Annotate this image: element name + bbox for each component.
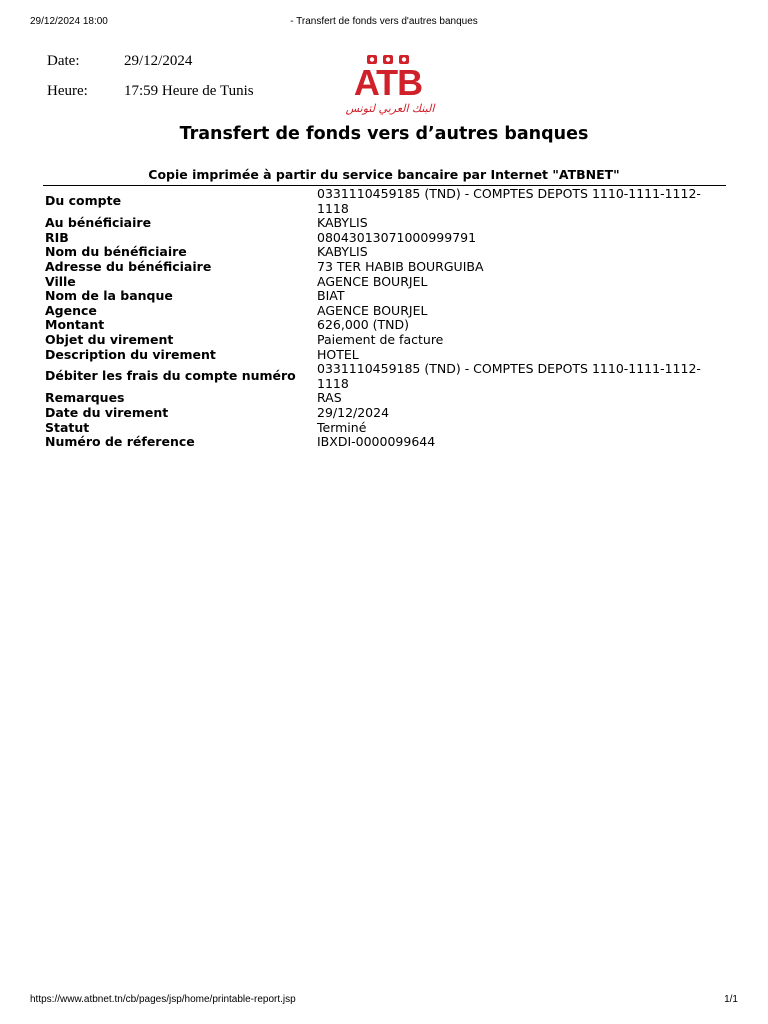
time-row [47, 83, 307, 113]
detail-value: KABYLIS [317, 215, 368, 231]
detail-label: Nom de la banque [45, 288, 173, 304]
detail-row-status [45, 421, 725, 436]
detail-label: Description du virement [45, 346, 216, 362]
detail-value: KABYLIS [317, 244, 368, 260]
detail-label: Débiter les frais du compte numéro [45, 368, 296, 384]
detail-label: Remarques [45, 390, 125, 406]
detail-row-remarks [45, 391, 725, 406]
detail-row-beneficiary-name [45, 245, 725, 260]
detail-value: Terminé [317, 419, 367, 435]
detail-label: Adresse du bénéficiaire [45, 258, 212, 274]
page-title: Transfert de fonds vers d’autres banques [179, 124, 589, 144]
transfer-details [45, 187, 725, 450]
detail-row-from-account [45, 187, 725, 216]
detail-value: Paiement de facture [317, 331, 444, 347]
detail-value: 08043013071000999791 [317, 229, 477, 245]
date-row [47, 53, 307, 83]
detail-label: RIB [45, 229, 69, 245]
detail-value: 73 TER HABIB BOURGUIBA [317, 258, 484, 274]
date-label: Date: [47, 53, 80, 69]
time-label: Heure: [47, 83, 88, 99]
detail-row-transfer-description [45, 348, 725, 363]
detail-value: BIAT [317, 288, 345, 304]
detail-label: Nom du bénéficiaire [45, 244, 187, 260]
detail-value: AGENCE BOURJEL [317, 302, 428, 318]
time-value: 17:59 Heure de Tunis [124, 83, 254, 99]
logo-arabic-text: البنك العربي لتونس [345, 102, 435, 115]
detail-value: RAS [317, 390, 342, 406]
detail-value: AGENCE BOURJEL [317, 273, 428, 289]
report-meta [47, 53, 307, 113]
detail-row-reference-number [45, 435, 725, 450]
detail-row-agency [45, 304, 725, 319]
detail-label: Montant [45, 317, 105, 333]
detail-label: Objet du virement [45, 331, 174, 347]
detail-label: Agence [45, 302, 97, 318]
detail-row-beneficiary [45, 216, 725, 231]
detail-value: 29/12/2024 [317, 404, 390, 420]
atb-logo [336, 52, 442, 118]
detail-value: HOTEL [317, 346, 359, 362]
detail-value: 0331110459185 (TND) - COMPTES DEPOTS 1110-1111-1112-1118 [317, 361, 701, 391]
detail-value: 0331110459185 (TND) - COMPTES DEPOTS 1110-1111-1112-1118 [317, 186, 701, 216]
detail-row-amount [45, 318, 725, 333]
logo-text: ATB [353, 62, 423, 103]
detail-row-fee-account [45, 362, 725, 391]
detail-row-bank-name [45, 289, 725, 304]
page-subtitle: Copie imprimée à partir du service bancaire par Internet "ATBNET" [148, 167, 620, 182]
detail-label: Ville [45, 273, 76, 289]
print-datetime: 29/12/2024 18:00 [30, 16, 108, 27]
detail-label: Date du virement [45, 404, 169, 420]
detail-row-rib [45, 231, 725, 246]
detail-value: 626,000 (TND) [317, 317, 410, 333]
detail-label: Du compte [45, 193, 122, 209]
date-value: 29/12/2024 [124, 53, 193, 69]
print-page-number: 1/1 [724, 994, 738, 1005]
detail-label: Statut [45, 419, 90, 435]
detail-row-city [45, 275, 725, 290]
detail-label: Numéro de réference [45, 434, 195, 450]
print-url: https://www.atbnet.tn/cb/pages/jsp/home/printable-report.jsp [30, 994, 296, 1005]
detail-row-transfer-date [45, 406, 725, 421]
detail-row-transfer-purpose [45, 333, 725, 348]
atb-logo-mark [336, 52, 442, 118]
print-page-title: - Transfert de fonds vers d'autres banques [290, 16, 478, 27]
detail-value: IBXDI-0000099644 [317, 434, 436, 450]
detail-label: Au bénéficiaire [45, 215, 152, 231]
detail-row-beneficiary-address [45, 260, 725, 275]
